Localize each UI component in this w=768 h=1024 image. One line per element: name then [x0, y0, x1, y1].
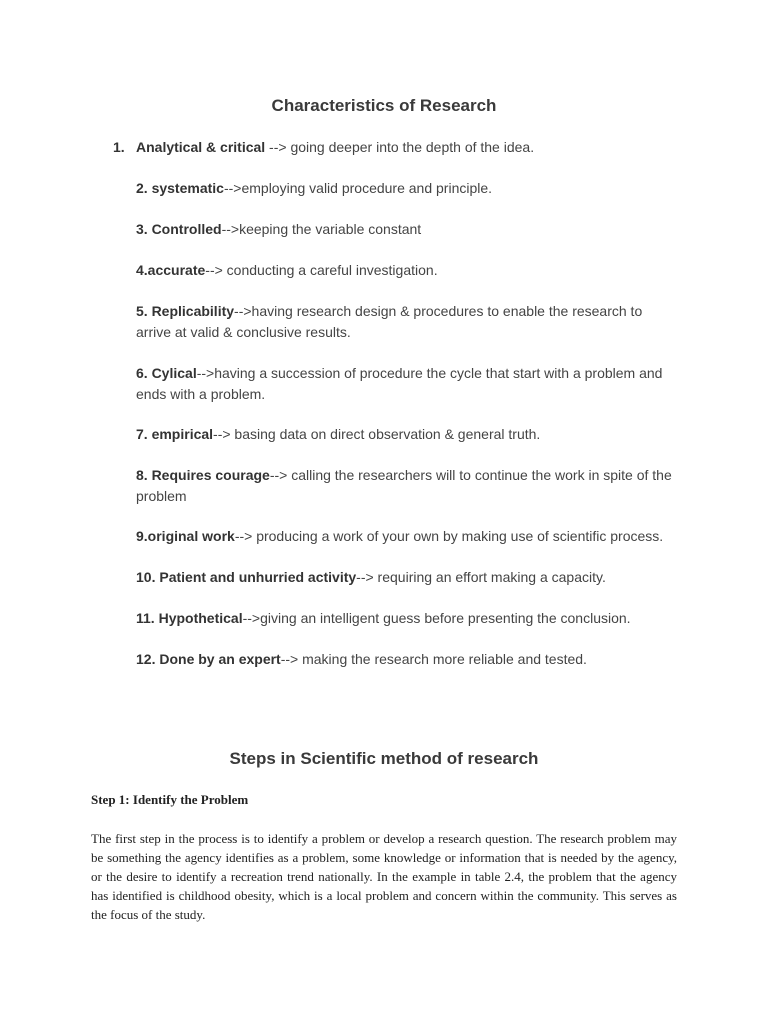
- list-item: [136, 649, 676, 670]
- item-text: --> basing data on direct observation & general truth.: [213, 426, 541, 442]
- item-label: Analytical & critical: [136, 139, 266, 155]
- item-text: --> making the research more reliable and tested.: [280, 651, 587, 667]
- list-item: [136, 260, 676, 281]
- item-text: --> calling the researchers will to continue the work in spite of the problem: [136, 467, 672, 504]
- item-label: 5. Replicability: [136, 303, 235, 319]
- item-text: -->having research design & procedures to enable the research to arrive at valid & conclusive results.: [136, 303, 643, 340]
- item-label: 3. Controlled: [136, 221, 222, 237]
- list-item: [136, 363, 676, 405]
- list-item: [136, 301, 676, 343]
- item-label: 8. Requires courage: [136, 467, 270, 483]
- item-text: -->employing valid procedure and principle.: [223, 180, 493, 196]
- item-text: -->keeping the variable constant: [221, 221, 422, 237]
- list-item: [136, 137, 676, 158]
- list-item: [136, 424, 676, 445]
- item-text: --> requiring an effort making a capacity.: [356, 569, 606, 585]
- item-label: 7. empirical: [136, 426, 214, 442]
- step-heading: Step 1: Identify the Problem: [91, 792, 249, 807]
- list-item: [136, 219, 676, 240]
- item-text: --> producing a work of your own by making use of scientific process.: [234, 528, 664, 544]
- step-paragraph: The first step in the process is to identify a problem or develop a research question. The research problem may be something the agency identifies as a problem, some knowledge or information that is needed by the agency, or the desire to identify a recreation trend nationally. In the example in table 2.4, the problem that the agency has identified is childhood obesity, which is a local problem and concern within the community. This serves as the focus of the study.: [91, 831, 677, 922]
- section-title-steps: Steps in Scientific method of research: [229, 749, 539, 768]
- section-title-characteristics: Characteristics of Research: [271, 96, 497, 115]
- item-number: 1.: [113, 139, 125, 155]
- list-item: [136, 465, 676, 507]
- list-item: [136, 608, 676, 629]
- item-text: -->giving an intelligent guess before presenting the conclusion.: [242, 610, 631, 626]
- item-label: 10. Patient and unhurried activity: [136, 569, 357, 585]
- item-text: --> going deeper into the depth of the idea.: [265, 139, 535, 155]
- list-item: [136, 567, 676, 588]
- item-label: 4.accurate: [136, 262, 206, 278]
- list-item: [136, 526, 676, 547]
- item-text: --> conducting a careful investigation.: [205, 262, 438, 278]
- item-label: 2. systematic: [136, 180, 224, 196]
- item-label: 9.original work: [136, 528, 235, 544]
- item-label: 6. Cylical: [136, 365, 197, 381]
- item-label: 11. Hypothetical: [136, 610, 243, 626]
- list-item: [136, 178, 676, 199]
- item-label: 12. Done by an expert: [136, 651, 281, 667]
- item-text: -->having a succession of procedure the cycle that start with a problem and ends with a problem.: [136, 365, 663, 402]
